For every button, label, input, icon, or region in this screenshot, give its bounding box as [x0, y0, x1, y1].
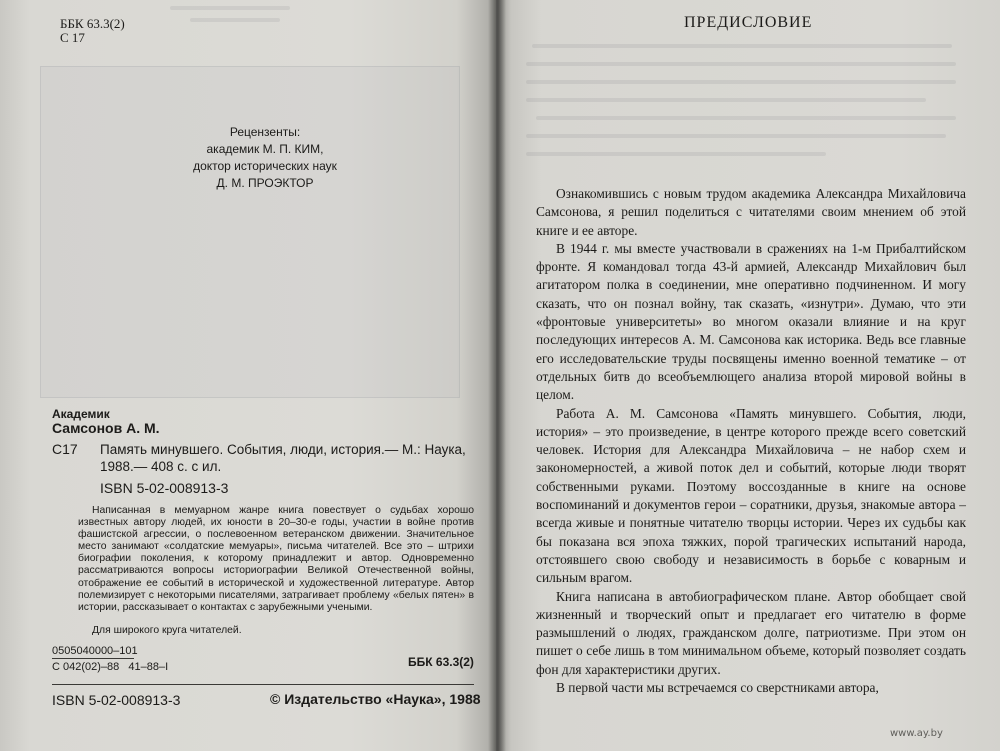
- preface-body: [536, 185, 966, 697]
- index-code-top: С 17: [60, 30, 85, 45]
- divider-rule: [52, 684, 474, 685]
- show-through-line: [526, 98, 926, 102]
- annotation-text: Написанная в мемуарном жанре книга повествует о судьбах хорошо известных автору людей, их юности в 20–30-е годы, участии в войне против фашистской агрессии, о послевоенном ветеранском движении. Значительное место занимают «солдатские мемуары», письма читателей. Все это – штрихи биографии поколения, к которому принадлежит и автор. Одновременно рассматриваются вопросы историографии Великой Отечественной войны, отображение ее событий в исторической и художественной литературе. Автор полемизирует с некоторыми писателями, затрагивает проблему «белых пятен» в истории, рассказывает о контактах с зарубежными учеными.: [78, 505, 474, 613]
- isbn-bottom: ISBN 5-02-008913-3: [52, 692, 181, 708]
- show-through-line: [526, 134, 946, 138]
- preface-paragraph: В 1944 г. мы вместе участвовали в сражениях на 1-м Прибалтийском фронте. Я командовал тогда 43-й армией, Александр Михайлович был агитатором полка в соединении, мне оперативно подчиненном. И могу сказать, что он познал войну, так сказать, «изнутри». Думаю, что эти «фронтовые университеты» во многом оказали влияние и на круг последующих интересов А. М. Самсонова как историка. Ведь все главные его исследовательские труды посвящены именно военной тематике – от отдельных битв до всеобъемлющего анализа второй мировой войны в целом.: [536, 240, 966, 403]
- isbn: ISBN 5-02-008913-3: [100, 480, 229, 496]
- show-through-line: [526, 152, 826, 156]
- reviewers-heading: Рецензенты:: [229, 125, 301, 139]
- bbk-code-bottom: ББК 63.3(2): [408, 655, 474, 669]
- bibliographic-entry: Память минувшего. События, люди, история.— М.: Наука, 1988.— 408 с. с ил.: [100, 442, 466, 474]
- code-fraction: 042(02)–88: [63, 661, 120, 673]
- catalog-code-line-2: [52, 661, 168, 673]
- preface-paragraph: Ознакомившись с новым трудом академика Александра Михайловича Самсонова, я решил поделиться с читателями своим мнением об этой книге и ее авторе.: [536, 186, 966, 238]
- code-suffix: 41–88–I: [128, 661, 169, 673]
- site-watermark: www.ay.by: [890, 728, 943, 739]
- reviewer-line: доктор исторических наук: [193, 159, 337, 173]
- preface-paragraph: В первой части мы встречаемся со сверстниками автора,: [556, 680, 879, 696]
- catalog-code-line-1: 0505040000–101: [52, 645, 138, 657]
- show-through-line: [190, 18, 280, 22]
- preface-title: ПРЕДИСЛОВИЕ: [684, 14, 813, 31]
- left-page: [0, 0, 496, 751]
- show-through-line: [526, 62, 956, 66]
- code-fraction-rule: [52, 658, 134, 659]
- author-title: Академик: [52, 407, 110, 421]
- preface-paragraph: Работа А. М. Самсонова «Память минувшего. События, люди, история» – это произведение, в центре которого прежде всего советский человек. История для Александра Михайловича – не набор схем и закономерностей, а живой поток дел и событий, которые люди творят собственными руками. Поэтому воссозданные в книге на основе воспоминаний и документов герои – соратники, друзья, знакомые автора – всегда живые и понятные читателю творцы истории. Через их судьбы как бы показана вся эпоха тяжких, порой трагических испытаний народа, отстоявшего свою свободу и независимость в борьбе с коварным и сильным врагом.: [536, 405, 966, 586]
- show-through-line: [532, 44, 952, 48]
- author-name: Самсонов А. М.: [52, 420, 160, 436]
- show-through-line: [536, 116, 956, 120]
- show-through-cover: [40, 66, 460, 398]
- show-through-line: [526, 80, 956, 84]
- bbk-code-top: ББК 63.3(2): [60, 16, 125, 31]
- publisher-copyright: © Издательство «Наука», 1988: [270, 691, 481, 707]
- show-through-line: [170, 6, 290, 10]
- reviewers-block: [150, 124, 380, 192]
- book-gutter-shadow: [488, 0, 506, 751]
- preface-paragraph: Книга написана в автобиографическом плане. Автор обобщает свой жизненный и творческий опыт и предлагает его читателю в форме размышлений о людях, гражданском долге, патриотизме. При этом он пишет о себе лишь в том минимальном объеме, который позволяет создать фон для характеристики других.: [536, 588, 966, 677]
- annotation-audience: Для широкого круга читателей.: [92, 625, 242, 636]
- catalog-index: С17: [52, 441, 78, 457]
- reviewer-line: Д. М. ПРОЭКТОР: [216, 176, 314, 190]
- code-prefix: С: [52, 661, 60, 673]
- reviewer-line: академик М. П. КИМ,: [206, 142, 324, 156]
